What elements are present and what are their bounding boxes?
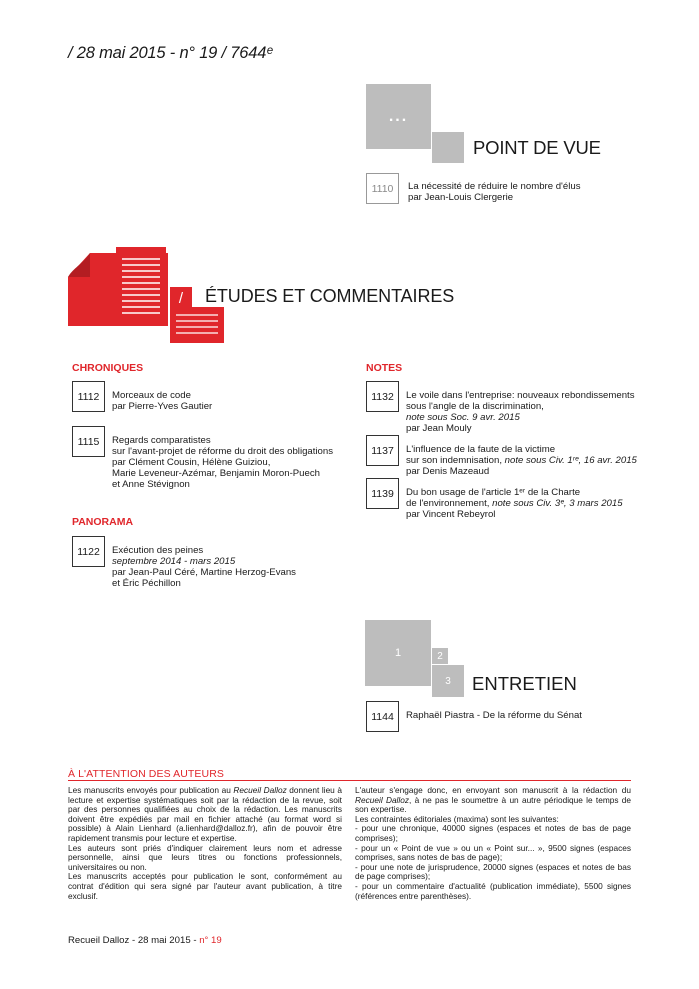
list-item[interactable] bbox=[406, 390, 635, 434]
article-number-1115[interactable]: 1115 bbox=[72, 426, 105, 457]
paragraph: Les manuscrits envoyés pour publication au Recueil Dalloz donnent lieu à lecture et expertise systématiques soit par la rédaction de la revue, soit par des personnes qualifiées au choix de la rédaction. Les manuscrits doivent être expédiés par mail en fichier attaché (au format word si possible) à Alain Lienhard (a.lienhard@dalloz.fr), afin de pouvoir être rapidement transmis pour lecture et expertise. bbox=[68, 785, 342, 843]
article-author: par Jean Mouly bbox=[406, 423, 472, 434]
article-number-1137[interactable]: 1137 bbox=[366, 435, 399, 466]
list-item[interactable] bbox=[406, 444, 637, 477]
paragraph: Les manuscrits acceptés pour publication le sont, conformément au contrat d'édition qui sera signé par l'auteur avant publication, à titre exclusif. bbox=[68, 871, 342, 901]
article-author: et Anne Stévignon bbox=[112, 479, 190, 490]
authors-notice-right-column bbox=[355, 786, 631, 901]
notes-heading: NOTES bbox=[366, 362, 403, 374]
article-author: par Pierre-Yves Gautier bbox=[112, 401, 213, 412]
article-title: Regards comparatistes bbox=[112, 435, 211, 446]
article-title: Exécution des peines bbox=[112, 545, 204, 556]
article-author: par Jean-Louis Clergerie bbox=[408, 192, 514, 203]
article-title: Le voile dans l'entreprise: nouveaux rebondissements bbox=[406, 390, 635, 401]
list-item[interactable] bbox=[112, 435, 333, 490]
list-item[interactable] bbox=[406, 710, 582, 721]
article-author: et Éric Péchillon bbox=[112, 578, 181, 589]
article-title: Raphaël Piastra - De la réforme du Sénat bbox=[406, 710, 582, 721]
article-subtitle: sur l'avant-projet de réforme du droit des obligations bbox=[112, 446, 334, 457]
authors-notice-left-column bbox=[68, 786, 342, 901]
list-item[interactable] bbox=[112, 390, 212, 412]
section-slash-badge: / bbox=[170, 287, 192, 309]
list-item[interactable] bbox=[408, 181, 581, 203]
point-de-vue-title: POINT DE VUE bbox=[473, 137, 601, 158]
article-title: de l'environnement, bbox=[406, 498, 493, 509]
article-title: sur son indemnisation, bbox=[406, 455, 505, 466]
paragraph: Les auteurs sont priés d'indiquer clairement leurs nom et adresse personnelle, ainsi que leurs titres ou fonctions professionnels, universitaires ou non. bbox=[68, 842, 342, 872]
paragraph: - pour un commentaire d'actualité (publication immédiate), 5500 signes (références entre parenthèses). bbox=[355, 880, 631, 901]
article-number-1139[interactable]: 1139 bbox=[366, 478, 399, 509]
article-number-1112[interactable]: 1112 bbox=[72, 381, 105, 412]
article-reference: note sous Civ. 3ᵉ, 3 mars 2015 bbox=[492, 498, 623, 509]
paragraph: L'auteur s'engage donc, en envoyant son manuscrit à la rédaction du Recueil Dalloz, à ne pas le soumettre à un autre périodique le temps de son expertise. bbox=[355, 785, 632, 815]
entretien-square-1: 1 bbox=[365, 620, 431, 686]
paragraph: Les contraintes éditoriales (maxima) sont les suivantes: bbox=[355, 813, 559, 824]
article-author: par Jean-Paul Céré, Martine Herzog-Evans bbox=[112, 567, 296, 578]
chroniques-heading: CHRONIQUES bbox=[72, 362, 144, 374]
issue-number: n° 19 bbox=[199, 935, 222, 946]
article-reference: note sous Civ. 1ʳᵉ, 16 avr. 2015 bbox=[504, 455, 637, 466]
paragraph: - pour un « Point de vue » ou un « Point sur... », 9500 signes (espaces comprises, sans notes de bas de page); bbox=[355, 842, 631, 863]
paragraph: - pour une chronique, 40000 signes (espaces et notes de bas de page comprises); bbox=[355, 823, 631, 843]
article-title: Morceaux de code bbox=[112, 390, 191, 401]
ellipsis-icon: ... bbox=[366, 84, 431, 149]
article-number-1144[interactable]: 1144 bbox=[366, 701, 399, 732]
etudes-title: ÉTUDES ET COMMENTAIRES bbox=[205, 286, 455, 306]
authors-notice-heading: À L'ATTENTION DES AUTEURS bbox=[68, 768, 225, 780]
article-author: par Denis Mazeaud bbox=[406, 466, 490, 477]
point-de-vue-decor-square bbox=[432, 132, 464, 163]
paragraph: - pour une note de jurisprudence, 20000 signes (espaces et notes de bas de page comprises); bbox=[355, 861, 631, 882]
article-title: sous l'angle de la discrimination, bbox=[406, 401, 544, 412]
article-author: Marie Leveneur-Azémar, Benjamin Moron-Puech bbox=[112, 468, 320, 479]
entretien-title: ENTRETIEN bbox=[472, 673, 577, 694]
article-author: par Clément Cousin, Hélène Guiziou, bbox=[112, 457, 271, 468]
article-title: La nécessité de réduire le nombre d'élus bbox=[408, 181, 581, 192]
article-period: septembre 2014 - mars 2015 bbox=[112, 556, 236, 567]
article-number-1110[interactable]: 1110 bbox=[366, 173, 399, 204]
document-stack-icon bbox=[64, 243, 224, 343]
article-title: L'influence de la faute de la victime bbox=[406, 444, 556, 455]
issue-reference: / 28 mai 2015 - n° 19 / 7644ᵉ bbox=[68, 44, 273, 62]
entretien-square-2: 2 bbox=[432, 648, 448, 664]
panorama-heading: PANORAMA bbox=[72, 516, 134, 528]
article-number-1122[interactable]: 1122 bbox=[72, 536, 105, 567]
page-footer: Recueil Dalloz - 28 mai 2015 - n° 19 bbox=[68, 935, 222, 946]
list-item[interactable] bbox=[112, 545, 296, 589]
divider bbox=[68, 780, 631, 781]
article-author: par Vincent Rebeyrol bbox=[406, 509, 496, 520]
entretien-square-3: 3 bbox=[432, 665, 464, 697]
article-reference: note sous Soc. 9 avr. 2015 bbox=[406, 412, 520, 423]
article-number-1132[interactable]: 1132 bbox=[366, 381, 399, 412]
article-title: Du bon usage de l'article 1ᵉʳ de la Charte bbox=[406, 487, 581, 498]
list-item[interactable] bbox=[406, 487, 623, 520]
